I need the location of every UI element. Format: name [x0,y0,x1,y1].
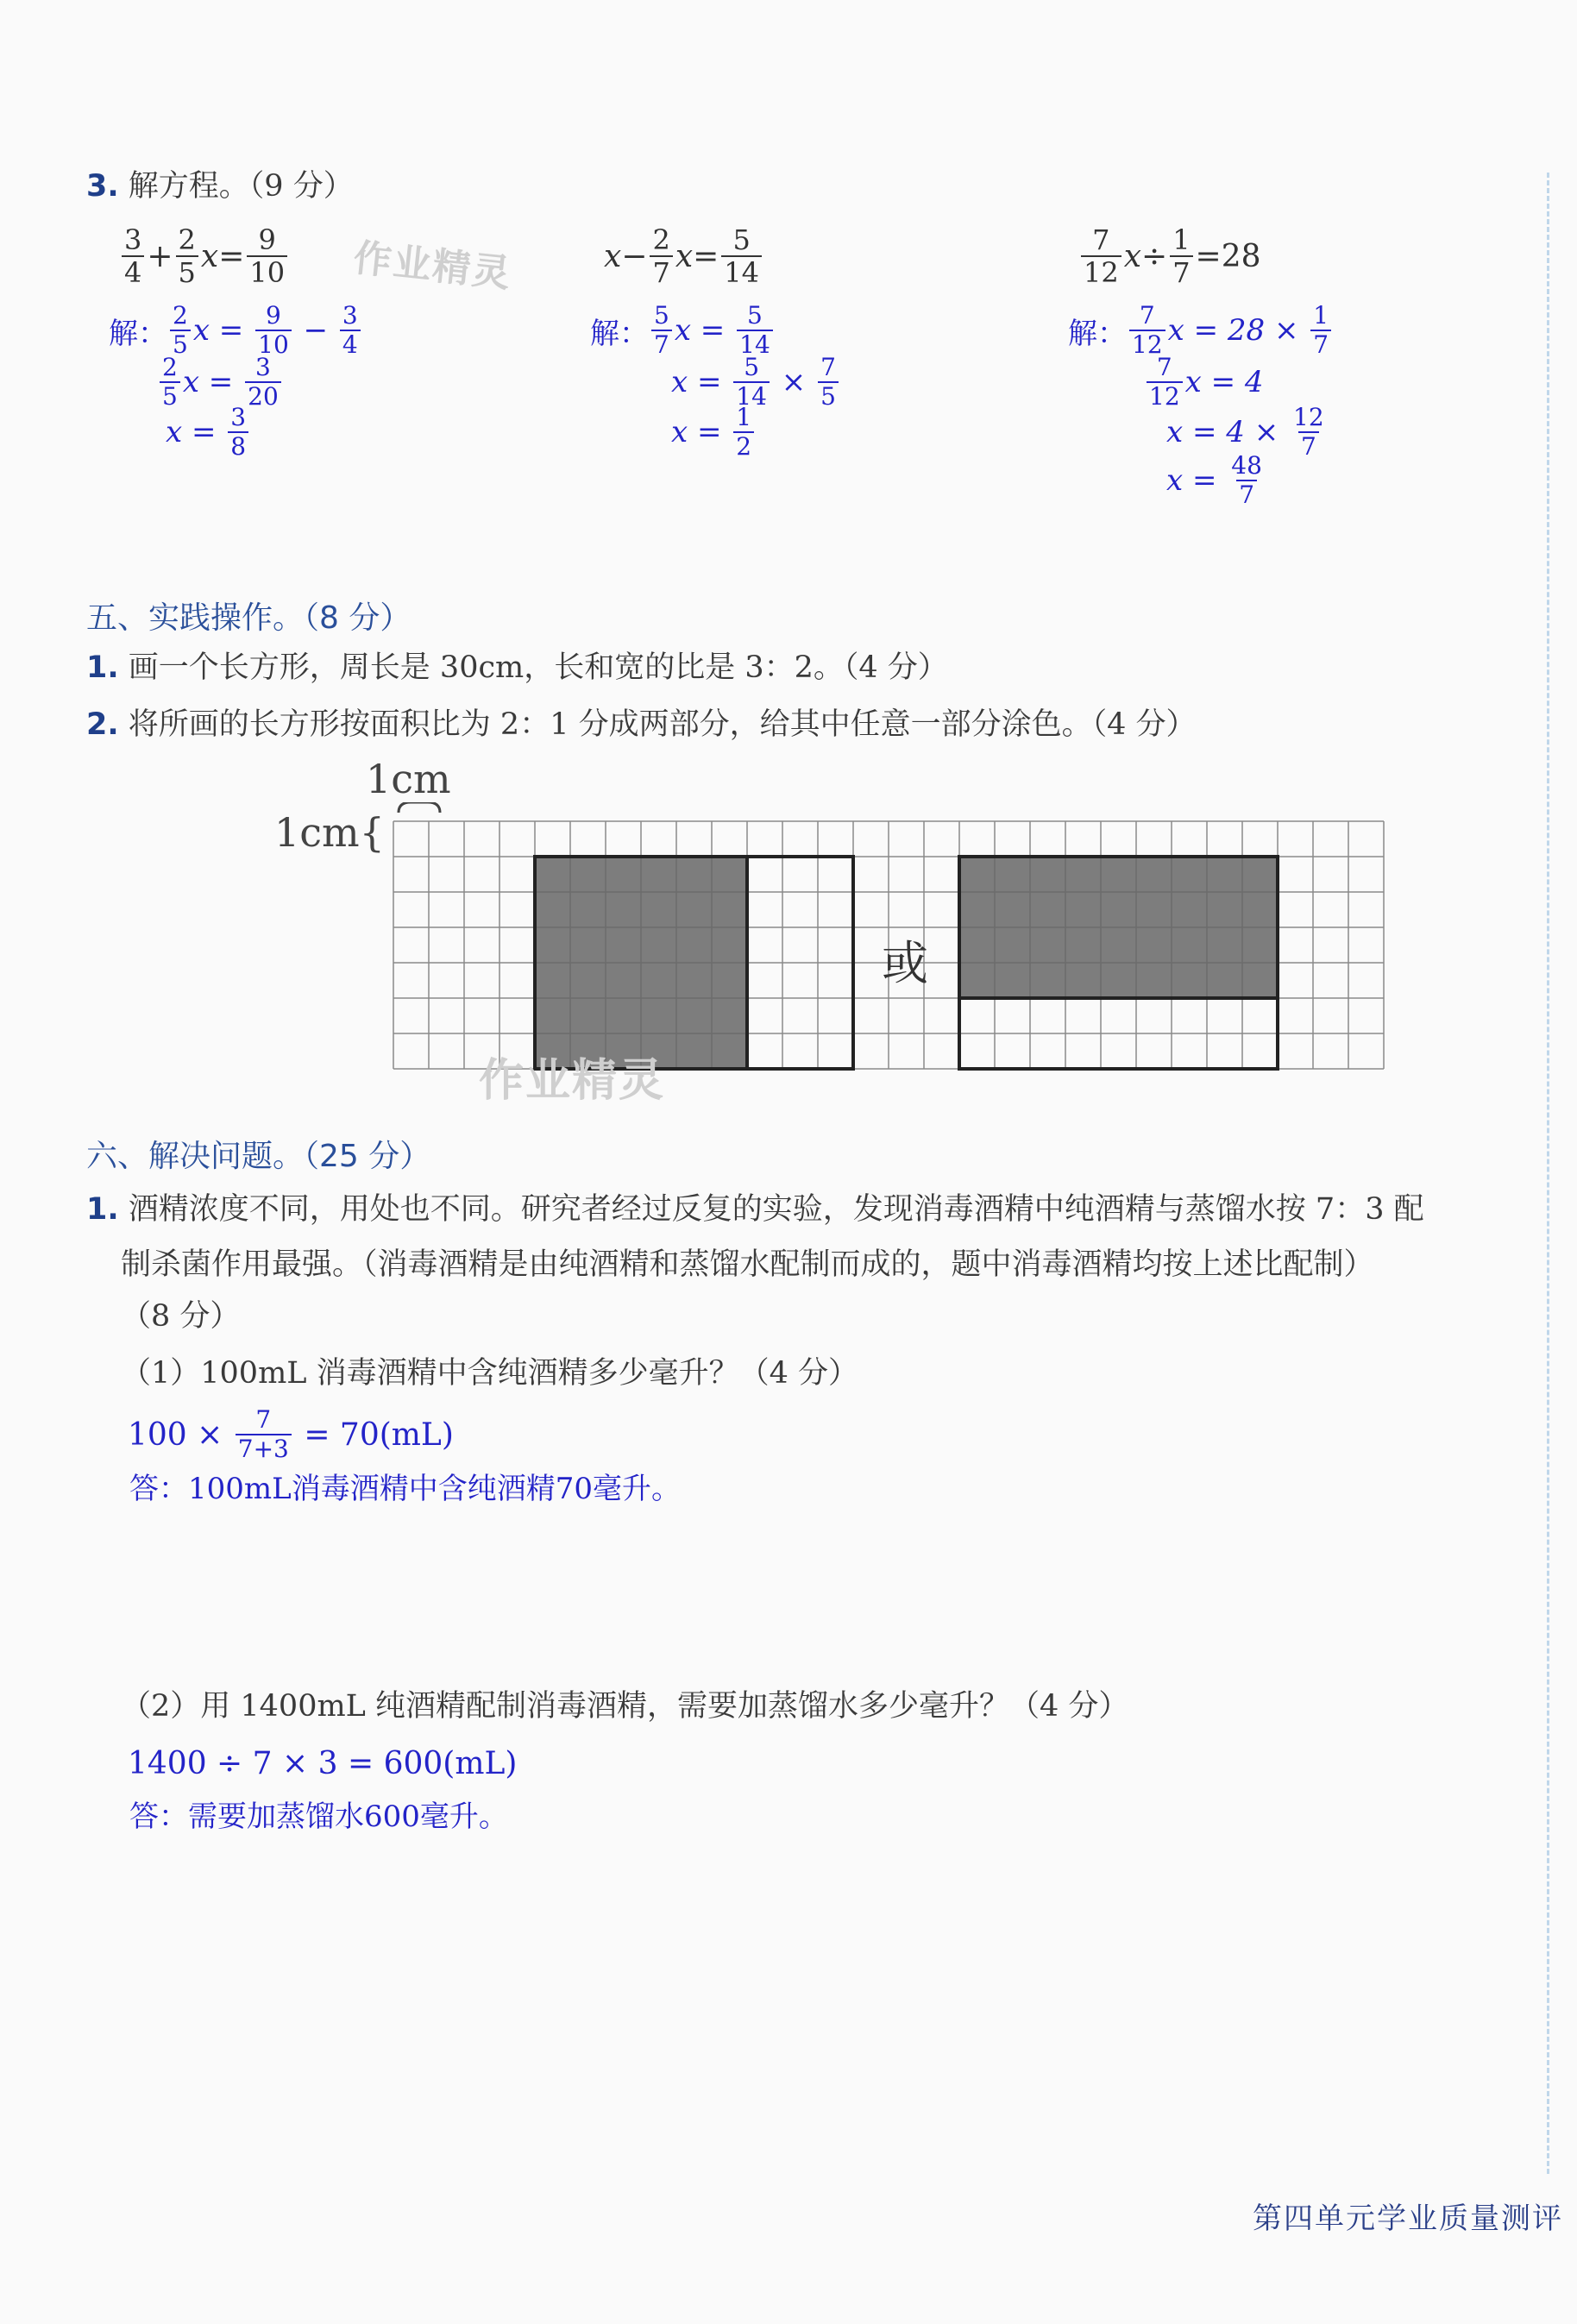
fraction [651,301,672,359]
part-1-answer: 答：100mL消毒酒精中含纯酒精70毫升。 [129,1472,681,1506]
operator: × [781,365,807,399]
margin-dash-line [1547,173,1549,2174]
solution-text: x = [1166,463,1217,498]
variable: x− [604,238,648,274]
numerator: 2 [178,223,196,256]
fraction [170,301,191,359]
numerator: 7 [820,353,836,381]
numerator: 1 [736,403,752,431]
question-text: 酒精浓度不同，用处也不同。研究者经过反复的实验，发现消毒酒精中纯酒精与蒸馏水按 7：3 配 [128,1192,1424,1227]
operator: − [303,313,329,348]
numerator: 7 [1156,353,1172,381]
numerator: 7 [1092,223,1110,256]
numerator: 2 [162,353,178,381]
fraction [255,301,292,359]
fraction [737,301,773,359]
solution-text: x = [166,415,217,449]
calc-text: 100 × [128,1416,223,1453]
numerator: 3 [230,403,247,431]
numerator: 7 [255,1405,272,1434]
numerator: 1 [1172,223,1191,256]
equation-2 [604,223,764,289]
solution-3-line-1 [1068,301,1334,359]
solution-3-line-2 [1144,355,1264,409]
fraction [721,223,762,289]
denominator: 7 [1170,255,1192,286]
part-2-answer: 答：需要加蒸馏水600毫升。 [129,1800,508,1834]
solution-1-line-1 [109,301,363,359]
question-text: 将所画的长方形按面积比为 2：1 分成两部分，给其中任意一部分涂色。（4 分） [128,707,1197,742]
denominator: 7 [1236,480,1257,507]
variable: x÷ [1123,238,1168,274]
fraction [1170,223,1192,289]
denominator: 14 [733,381,770,409]
numerator: 3 [124,223,142,256]
fraction [176,223,198,289]
question-number: 1. [86,650,119,685]
grid-label-left: 1cm{ [274,809,385,856]
denominator: 20 [245,381,281,409]
fraction [1291,405,1327,459]
numerator: 12 [1293,403,1324,431]
solution-1-line-2 [157,355,284,409]
shaded-part-right [959,857,1278,998]
fraction [733,405,754,459]
section-6-title: 六、解决问题。（25 分） [86,1139,431,1174]
numerator: 5 [747,301,763,330]
sec5-question-1 [86,649,948,687]
denominator: 10 [255,330,292,357]
denominator: 2 [733,431,754,459]
solution-3-line-4 [1166,451,1267,509]
calc-text: = 70(mL) [304,1416,454,1453]
q3-title: 解方程。（9 分） [128,169,354,204]
solution-1-line-3 [166,405,251,459]
fraction [1147,355,1183,409]
denominator: 4 [340,330,361,357]
fraction [1129,301,1165,359]
q3-number: 3. [86,169,119,204]
unit-bracket [399,802,440,813]
question-text: 画一个长方形，周长是 30cm，长和宽的比是 3：2。（4 分） [128,650,948,685]
numerator: 7 [1139,301,1155,330]
watermark: 作业精灵 [351,236,514,297]
numerator: 3 [255,353,271,381]
denominator: 14 [737,330,773,357]
denominator: 5 [160,381,180,409]
solution-prefix: 解： [109,316,167,351]
part-2-calculation: 1400 ÷ 7 × 3 = 600(mL) [128,1746,518,1781]
fraction [122,223,144,289]
denominator: 7 [651,330,672,357]
fraction [236,1405,292,1463]
solution-text: x = [182,365,234,399]
denominator: 12 [1081,255,1121,286]
fraction [818,355,839,409]
numerator: 5 [744,353,760,381]
fraction [340,301,361,359]
denominator: 12 [1129,330,1165,357]
denominator: 7 [650,255,672,286]
numerator: 2 [652,223,670,256]
solution-2-line-2 [671,355,841,409]
numerator: 5 [732,223,751,256]
footer-unit-title: 第四单元学业质量测评 [1253,2202,1563,2236]
denominator: 5 [818,381,839,409]
sec5-question-2 [86,706,1196,744]
denominator: 5 [176,255,198,286]
sec6-part-1: （1）100mL 消毒酒精中含纯酒精多少毫升？（4 分） [121,1356,859,1391]
shaded-part-left [535,857,747,1069]
q3-heading [86,167,354,205]
denominator: 7 [1310,330,1331,357]
solution-text: x = 4 [1184,365,1264,399]
solution-prefix: 解： [1068,316,1127,351]
numerator: 9 [266,301,281,330]
solution-text: x = 4 × [1166,415,1279,449]
part-1-calculation [128,1405,454,1463]
fraction [247,223,287,289]
fraction [1081,223,1121,289]
fraction [1310,301,1331,359]
sec6-question-1-line-2: 制杀菌作用最强。（消毒酒精是由纯酒精和蒸馏水配制而成的，题中消毒酒精均按上述比配制） [121,1247,1374,1282]
solution-2-line-1 [590,301,776,359]
watermark: 作业精灵 [479,1055,666,1107]
denominator: 14 [721,255,762,286]
solution-text: x = [671,415,722,449]
section-5-title: 五、实践操作。（8 分） [86,600,412,636]
solution-text: x = [671,365,722,399]
or-label: 或 [882,936,928,990]
equation-3 [1078,223,1261,289]
numerator: 1 [1313,301,1329,330]
sec6-part-2: （2）用 1400mL 纯酒精配制消毒酒精，需要加蒸馏水多少毫升？（4 分） [121,1689,1129,1724]
grid-label-top: 1cm [366,756,451,802]
equation-rest: =28 [1195,238,1261,274]
fraction [228,405,248,459]
sec6-question-1-line-1 [86,1190,1424,1228]
solution-2-line-3 [671,405,757,459]
numerator: 5 [654,301,669,330]
sec6-question-1-line-3: （8 分） [121,1299,241,1334]
solution-text: x = [674,313,726,348]
solution-text: x = [192,313,244,348]
numerator: 9 [258,223,276,256]
denominator: 4 [122,255,144,286]
equation-1 [119,223,290,289]
question-number: 2. [86,707,119,742]
question-number: 1. [86,1192,119,1227]
operator: + [147,238,173,274]
denominator: 7 [1298,431,1319,459]
fraction [245,355,281,409]
fraction [160,355,180,409]
denominator: 10 [247,255,287,286]
denominator: 12 [1147,381,1183,409]
solution-text: x = 28 × [1167,313,1299,348]
denominator: 5 [170,330,191,357]
variable: x= [200,238,245,274]
variable: x= [675,238,719,274]
fraction [733,355,770,409]
numerator: 3 [342,301,358,330]
solution-prefix: 解： [590,316,649,351]
denominator: 7+3 [236,1434,292,1461]
numerator: 48 [1231,451,1262,480]
fraction [1228,451,1265,509]
numerator: 2 [173,301,188,330]
fraction [650,223,672,289]
denominator: 8 [228,431,248,459]
